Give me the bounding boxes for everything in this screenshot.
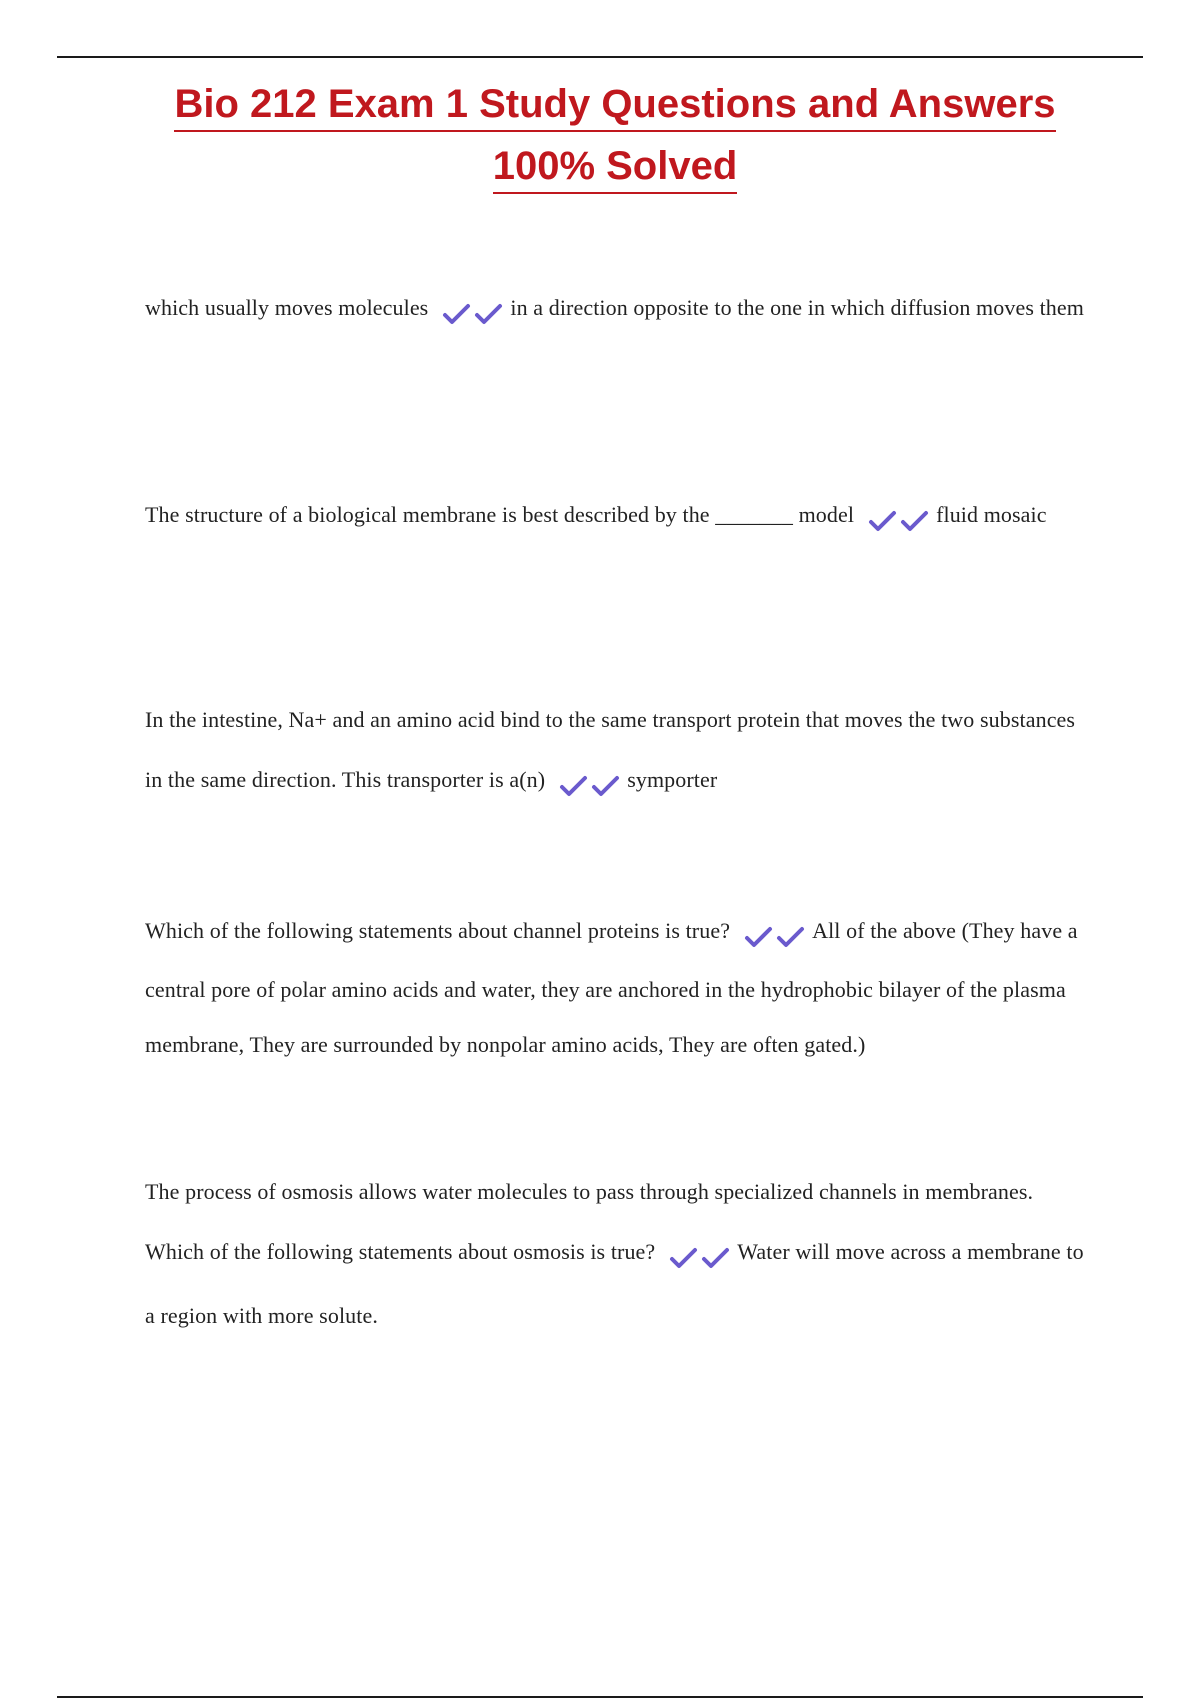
answer-text: Water will move across a membrane to a region with more solute.	[145, 1239, 1084, 1328]
document-title	[60, 74, 1170, 196]
qa-item-1	[145, 278, 1090, 342]
answer-text: All of the above (They have a central pore of polar amino acids and water, they are anchored in the hydrophobic bilayer of the plasma membrane, They are surrounded by nonpolar amino acids, They are often gated.)	[145, 918, 1078, 1057]
double-check-icon	[868, 489, 930, 549]
question-text: which usually moves molecules	[145, 295, 429, 320]
answer-text: fluid mosaic	[936, 502, 1047, 527]
qa-item-4	[145, 903, 1090, 1072]
qa-item-5	[145, 1162, 1090, 1346]
bottom-rule	[57, 1696, 1143, 1698]
question-text: Which of the following statements about channel proteins is true?	[145, 918, 731, 943]
answer-text: in a direction opposite to the one in which diffusion moves them	[510, 295, 1084, 320]
question-text: In the intestine, Na+ and an amino acid bind to the same transport protein that moves the two substances in the same direction. This transporter is a(n)	[145, 707, 1076, 792]
title-line-1: Bio 212 Exam 1 Study Questions and Answers	[174, 78, 1055, 132]
title-line-2: 100% Solved	[493, 140, 738, 194]
question-text: The process of osmosis allows water molecules to pass through specialized channels in membranes. Which of the following statements about osmosis is true?	[145, 1179, 1034, 1264]
answer-text: symporter	[627, 767, 718, 792]
qa-item-2	[145, 485, 1090, 549]
double-check-icon	[559, 754, 621, 814]
double-check-icon	[669, 1226, 731, 1286]
double-check-icon	[442, 282, 504, 342]
question-text: The structure of a biological membrane is best described by the _______ model	[145, 502, 855, 527]
double-check-icon	[744, 907, 806, 962]
qa-item-3	[145, 690, 1090, 814]
top-rule	[57, 56, 1143, 58]
